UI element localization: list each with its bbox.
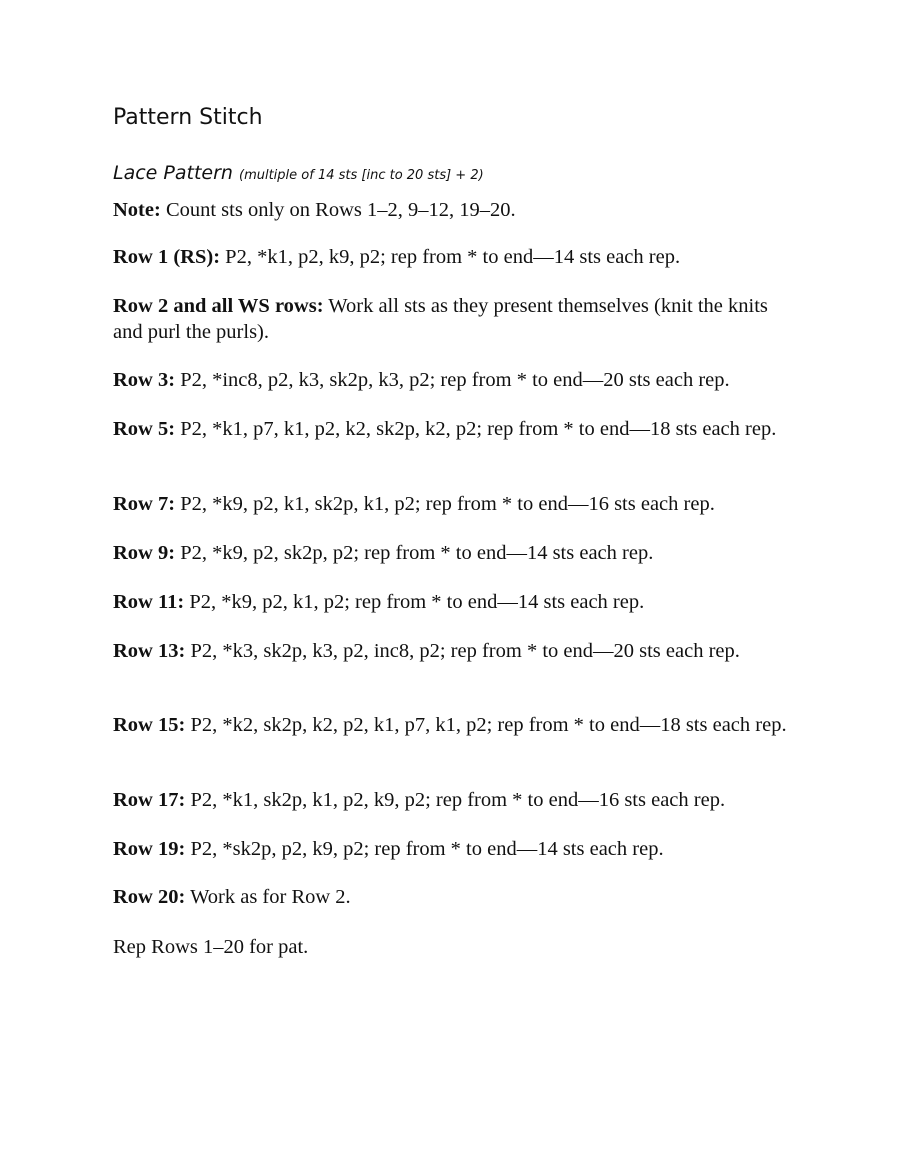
row-13-instruction bbox=[113, 638, 788, 664]
note-paragraph bbox=[113, 197, 788, 223]
paragraph-text: Rep Rows 1–20 for pat. bbox=[113, 936, 309, 958]
row-20-instruction bbox=[113, 884, 788, 910]
paragraph-text: P2, *k9, p2, sk2p, p2; rep from * to end—14 sts each rep. bbox=[175, 542, 654, 564]
row-1-instruction bbox=[113, 244, 788, 270]
paragraph-label: Row 3: bbox=[113, 369, 176, 391]
paragraph-text: P2, *k1, sk2p, k1, p2, k9, p2; rep from * to end—16 sts each rep. bbox=[185, 789, 726, 811]
repeat-instruction bbox=[113, 934, 788, 960]
lace-pattern-heading bbox=[113, 158, 484, 191]
row-7-instruction bbox=[113, 491, 788, 517]
paragraph-label: Row 1 (RS): bbox=[113, 246, 221, 268]
paragraph-text: P2, *k1, p7, k1, p2, k2, sk2p, k2, p2; rep from * to end—18 sts each rep. bbox=[175, 418, 777, 440]
row-15-instruction bbox=[113, 712, 788, 738]
row-3-instruction bbox=[113, 367, 788, 393]
paragraph-label: Row 15: bbox=[113, 714, 186, 736]
paragraph-label: Note: bbox=[113, 199, 161, 221]
row-5-instruction bbox=[113, 416, 788, 442]
paragraph-label: Row 19: bbox=[113, 838, 186, 860]
row-19-instruction bbox=[113, 836, 788, 862]
paragraph-label: Row 2 and all WS rows: bbox=[113, 295, 324, 317]
row-11-instruction bbox=[113, 589, 788, 615]
row-2-instruction bbox=[113, 293, 788, 345]
paragraph-text: P2, *k1, p2, k9, p2; rep from * to end—14 sts each rep. bbox=[220, 246, 681, 268]
paragraph-text: P2, *k3, sk2p, k3, p2, inc8, p2; rep from * to end—20 sts each rep. bbox=[185, 640, 740, 662]
paragraph-label: Row 20: bbox=[113, 886, 186, 908]
section-title: Pattern Stitch bbox=[113, 105, 263, 130]
row-17-instruction bbox=[113, 787, 788, 813]
paragraph-text: Work as for Row 2. bbox=[185, 886, 351, 908]
paragraph-label: Row 7: bbox=[113, 493, 176, 515]
paragraph-text: Work all sts as they present themselves (knit the knits and purl the purls). bbox=[113, 295, 768, 343]
row-9-instruction bbox=[113, 540, 788, 566]
lace-pattern-multiple-note: (multiple of 14 sts [inc to 20 sts] + 2) bbox=[239, 168, 484, 183]
paragraph-label: Row 5: bbox=[113, 418, 176, 440]
paragraph-text: P2, *inc8, p2, k3, sk2p, k3, p2; rep from * to end—20 sts each rep. bbox=[175, 369, 730, 391]
paragraph-text: P2, *sk2p, p2, k9, p2; rep from * to end—14 sts each rep. bbox=[185, 838, 664, 860]
lace-pattern-title: Lace Pattern bbox=[113, 162, 233, 184]
paragraph-text: P2, *k9, p2, k1, sk2p, k1, p2; rep from * to end—16 sts each rep. bbox=[175, 493, 715, 515]
paragraph-text: Count sts only on Rows 1–2, 9–12, 19–20. bbox=[160, 199, 516, 221]
paragraph-text: P2, *k2, sk2p, k2, p2, k1, p7, k1, p2; rep from * to end—18 sts each rep. bbox=[185, 714, 787, 736]
paragraph-text: P2, *k9, p2, k1, p2; rep from * to end—14 sts each rep. bbox=[184, 591, 645, 613]
paragraph-label: Row 17: bbox=[113, 789, 186, 811]
paragraph-label: Row 9: bbox=[113, 542, 176, 564]
paragraph-label: Row 13: bbox=[113, 640, 186, 662]
paragraph-label: Row 11: bbox=[113, 591, 185, 613]
